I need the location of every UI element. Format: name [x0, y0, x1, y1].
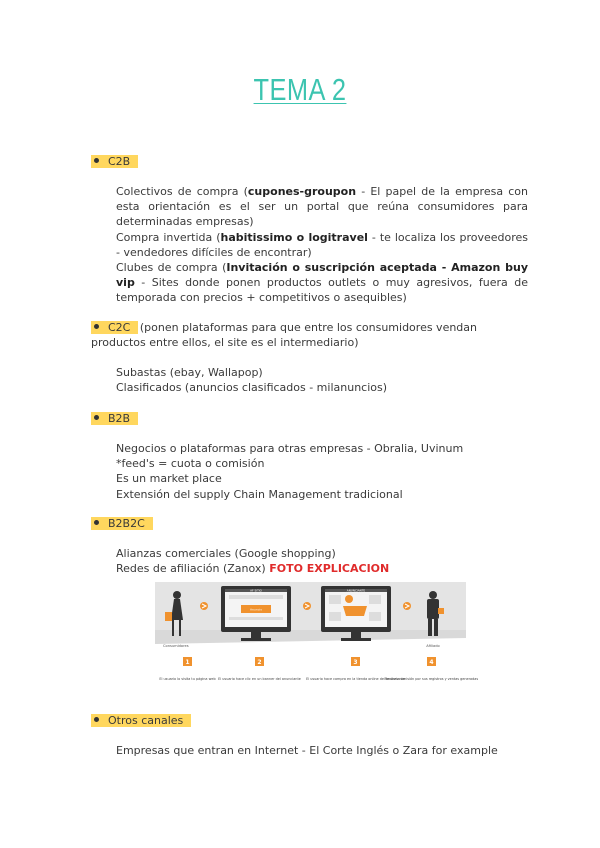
svg-text:2: 2 [257, 659, 262, 666]
bullet-dot [94, 158, 99, 163]
b2b-list [116, 441, 528, 502]
c2b-paragraphs [116, 184, 528, 306]
svg-text:4: 4 [429, 659, 434, 666]
bullet-label: B2B [108, 412, 134, 425]
b2b-line: Es un market place [116, 472, 222, 486]
bullet-label: B2B2C [108, 517, 149, 530]
c2b-clubes: Clubes de compra (Invitación o suscripción aceptada - Amazon buy vip - Sites donde ponen productos outlets o muy agresivos, fuera de temporada con precios + competitivos o asequibles) [116, 261, 528, 305]
c2c-list [116, 365, 528, 395]
bullet-b2b [91, 411, 138, 426]
bullet-dot [94, 717, 99, 722]
step-1 [159, 657, 215, 681]
step-2 [218, 657, 301, 681]
foto-explicacion-label: FOTO EXPLICACION [269, 562, 390, 576]
bullet-label: Otros canales [108, 714, 187, 727]
svg-text:El usuario hace compra en la t: El usuario hace compra en la tienda online del anunciante [306, 677, 405, 681]
otros-list [116, 743, 528, 758]
svg-text:Anuncio: Anuncio [249, 607, 263, 612]
bullet-b2b2c [91, 516, 153, 531]
page-title: TEMA 2 [253, 72, 347, 107]
b2b2c-line: Redes de afiliación (Zanox) FOTO EXPLICACION [116, 562, 390, 576]
b2b2c-line: Alianzas comerciales (Google shopping) [116, 547, 336, 560]
otros-line: Empresas que entran en Internet - El Corte Inglés o Zara for example [116, 744, 498, 757]
bullet-label: C2C [108, 321, 134, 334]
person-left-label: Consumidores [163, 644, 189, 648]
bullet-dot [94, 324, 99, 329]
bullet-dot [94, 415, 99, 420]
svg-text:AF SITIO: AF SITIO [250, 588, 262, 593]
svg-text:El usuario hace clic en un ban: El usuario hace clic en un banner del anunciante [218, 677, 301, 681]
svg-text:ANUNCIANTE: ANUNCIANTE [346, 588, 366, 593]
bullet-c2b [91, 154, 138, 169]
c2b-collectivos: Colectivos de compra (cupones-groupon - El papel de la empresa con esta orientación es el ser un portal que reúna consumidores para determinadas empresas) [116, 185, 528, 229]
b2b2c-list [116, 546, 528, 576]
b2b-line: Negocios o plataformas para otras empresas - Obralia, Uvinum [116, 442, 464, 455]
bullet-c2c [91, 320, 491, 350]
svg-text:El usuario lo visita tu página: El usuario lo visita tu página web [159, 677, 216, 681]
step-4 [385, 657, 478, 681]
svg-text:Recibes comisión por sus regis: Recibes comisión por sus registros y ventas generadas [384, 677, 479, 681]
person-right-label: Afiliado [426, 644, 440, 648]
bullet-otros-canales [91, 713, 191, 728]
b2b-line: *feed's = cuota o comisión [116, 457, 265, 471]
c2c-line: Subastas (ebay, Wallapop) [116, 366, 263, 379]
svg-text:1: 1 [185, 659, 190, 666]
affiliate-network-figure [155, 582, 479, 694]
c2b-compra-invertida: Compra invertida (habitissimo o logitravel - te localiza los proveedores - vendedores difíciles de encontrar) [116, 230, 529, 259]
bullet-dot [94, 520, 99, 525]
b2b-line: Extensión del supply Chain Management tradicional [116, 487, 403, 501]
c2c-description: (ponen plataformas para que entre los consumidores vendan productos entre ellos, el site es el intermediario) [91, 321, 478, 350]
c2c-line: Clasificados (anuncios clasificados - milanuncios) [116, 381, 388, 395]
svg-text:3: 3 [353, 659, 358, 666]
bullet-label: C2B [108, 155, 134, 168]
